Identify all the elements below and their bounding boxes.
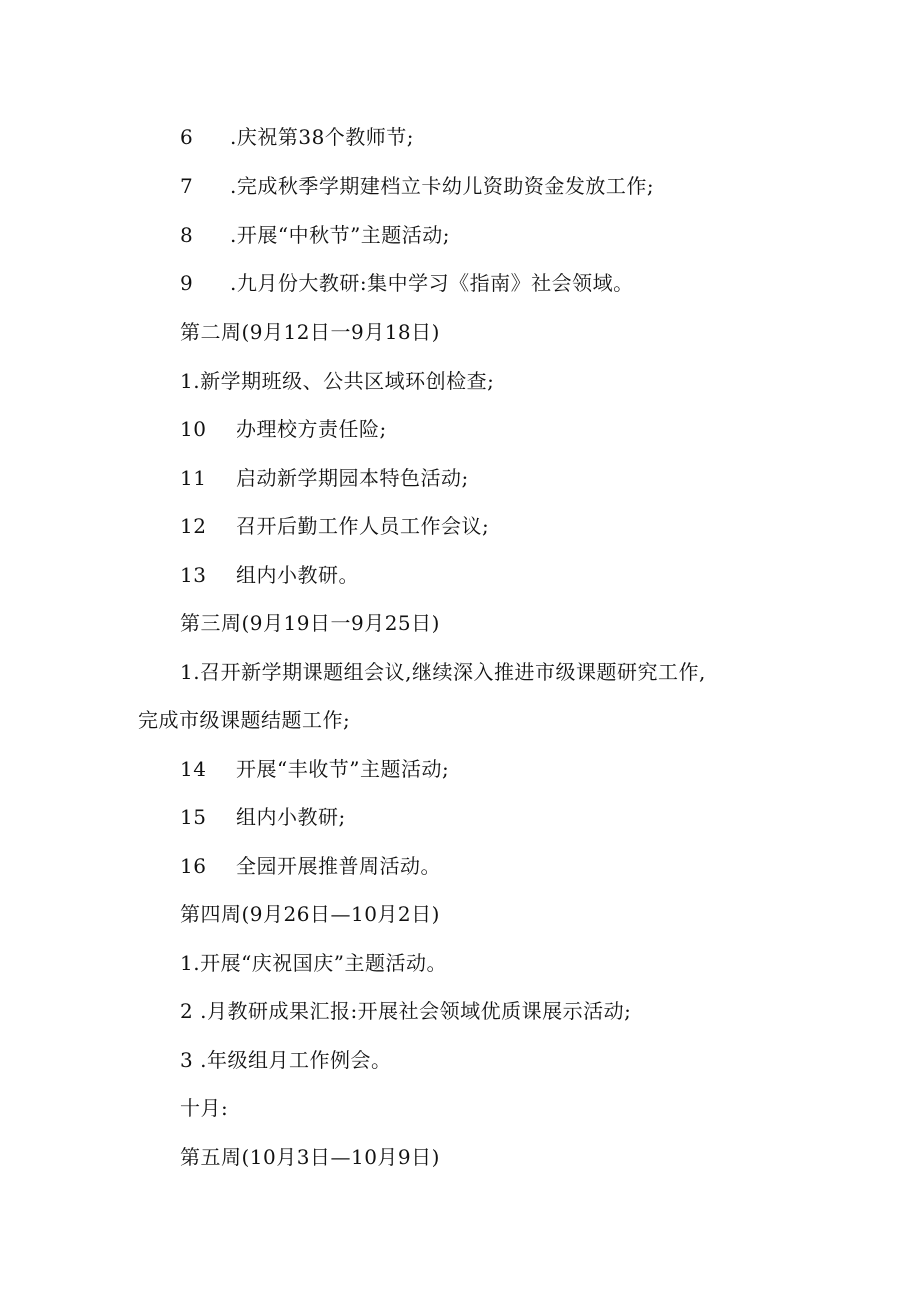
item-number: 14 [180,757,207,781]
week-heading: 第五周(10月3日—10月9日) [180,1145,440,1169]
item-number: 10 [180,417,207,441]
item-text: .庆祝第38个教师节; [230,125,415,149]
list-item [180,852,441,880]
list-item [180,561,359,589]
list-item: 2 .月教研成果汇报:开展社会领域优质课展示活动; [180,999,632,1023]
item-number: 9 [180,271,194,295]
list-item [180,172,654,200]
item-number: 8 [180,223,194,247]
item-number: 15 [180,805,207,829]
item-number: 7 [180,174,194,198]
item-text: .完成秋季学期建档立卡幼儿资助资金发放工作; [230,174,655,198]
list-item [180,755,449,783]
list-item-continuation: 完成市级课题结题工作; [138,708,351,732]
week-heading: 第二周(9月12日一9月18日) [180,320,440,344]
list-item: 1.开展“庆祝国庆”主题活动。 [180,951,448,975]
list-item: 1.新学期班级、公共区域环创检查; [180,369,495,393]
item-number: 13 [180,563,207,587]
item-text: 全园开展推普周活动。 [236,854,441,878]
list-item: 3 .年级组月工作例会。 [180,1048,392,1072]
list-item [180,803,346,831]
list-item [180,123,414,151]
list-item [180,269,634,297]
item-number: 16 [180,854,207,878]
item-text: 启动新学期园本特色活动; [236,466,469,490]
list-item [180,512,489,540]
item-text: 组内小教研。 [236,563,359,587]
list-item [180,464,469,492]
month-heading: 十月: [180,1096,229,1120]
item-number: 6 [180,125,194,149]
item-number: 12 [180,514,207,538]
item-text: 开展“丰收节”主题活动; [236,757,450,781]
item-text: .开展“中秋节”主题活动; [230,223,451,247]
item-text: .九月份大教研:集中学习《指南》社会领域。 [230,271,634,295]
item-text: 办理校方责任险; [236,417,387,441]
list-item: 1.召开新学期课题组会议,继续深入推进市级课题研究工作, [180,660,706,684]
item-number: 11 [180,466,207,490]
item-text: 组内小教研; [236,805,346,829]
week-heading: 第三周(9月19日一9月25日) [180,611,440,635]
week-heading: 第四周(9月26日—10月2日) [180,902,440,926]
list-item [180,415,387,443]
list-item [180,221,450,249]
item-text: 召开后勤工作人员工作会议; [236,514,490,538]
